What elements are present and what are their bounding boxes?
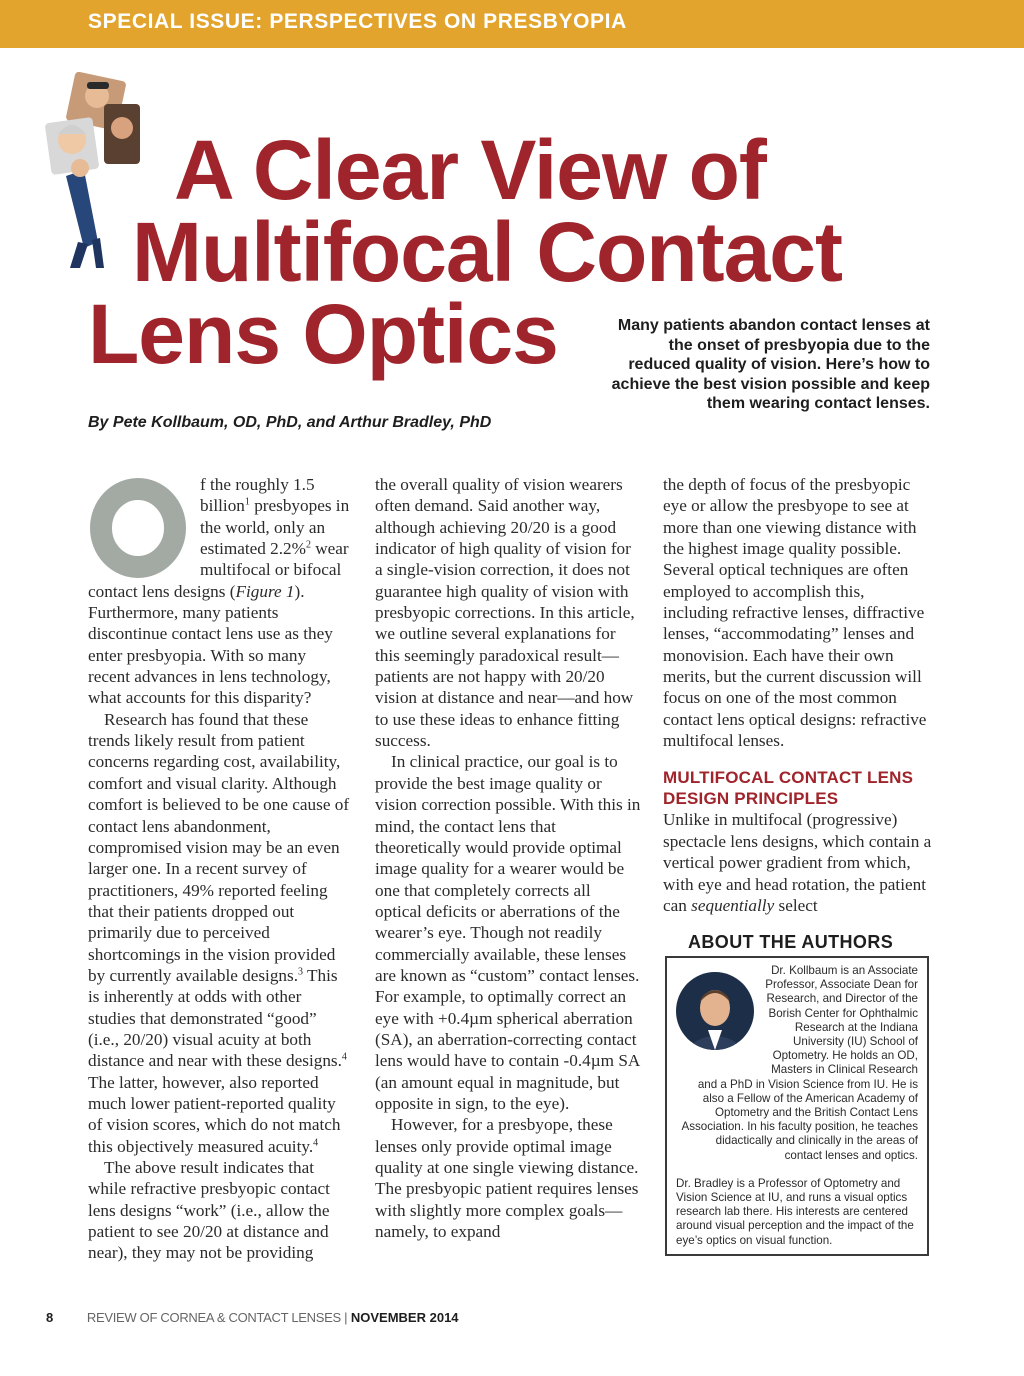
paragraph: the depth of focus of the presbyopic eye or allow the presbyope to see at more than one viewing distance with the highest image quality possible. Several optical techniques are often employed to accomplish this, including refractive lenses, diffractive lenses, “accommodating” lenses and monovision. Each have their own merits, but the current discussion will focus on one of the most common contact lens optical designs: refractive multifocal lenses.: [663, 475, 927, 751]
dropcap-letter: [88, 478, 188, 578]
banner-text: SPECIAL ISSUE: PERSPECTIVES ON PRESBYOPIA: [88, 10, 627, 33]
body-column-2: [375, 474, 641, 1242]
author-bio-kollbaum-cont: and a PhD in Vision Science from IU. He is also a Fellow of the American Academy of Optometry and the British Contact Lens Association. In his faculty position, he teaches didactically and clinically in the areas of contact lenses and optics.: [681, 1077, 918, 1162]
article-deck: Many patients abandon contact lenses at the onset of presbyopia due to the reduced quality of vision. Here’s how to achieve the best vision possible and keep them wearing contact lenses.: [611, 317, 930, 413]
section-heading: MULTIFOCAL CONTACT LENS DESIGN PRINCIPLES: [663, 768, 914, 809]
page-number: 8: [46, 1310, 54, 1325]
body-column-1: [88, 474, 350, 1264]
article-title-line-2: Multifocal Contact: [132, 205, 842, 299]
issue-date: NOVEMBER 2014: [350, 1310, 459, 1325]
paragraph: the overall quality of vision wearers often demand. Said another way, although achieving 20/20 is a good indicator of high quality of vision for a single-vision correction, it does not guarantee high quality of vision with presbyopic corrections. In this article, we outline several explanations for this seemingly paradoxical result—patients are not happy with 20/20 vision at distance and near—and how to use these ideas to enhance fitting success.: [375, 475, 635, 751]
paragraph: f the roughly 1.5 billion$^1$ presbyopes in the world, only an estimated 2.2%$^2$ wear multifocal or bifocal contact lens designs (Figure 1). Furthermore, many patients discontinue contact lens use as they enter presbyopia. With so many recent advances in lens technology, what accounts for this disparity?: [88, 475, 350, 708]
authors-heading: ABOUT THE AUTHORS: [688, 932, 894, 952]
publication-name: REVIEW OF CORNEA & CONTACT LENSES |: [86, 1310, 348, 1325]
byline: By Pete Kollbaum, OD, PhD, and Arthur Bradley, PhD: [88, 414, 492, 431]
paragraph: Research has found that these trends likely result from patient concerns regarding cost, availability, comfort and visual clarity. Although comfort is believed to be one cause of contact lens abandonment, compromised vision may be an even larger one. In a recent survey of practitioners, 49% reported feeling that their patients dropped out primarily due to perceived shortcomings in the vision provided by currently available designs.$^3$ This is inherently at odds with other studies that demonstrated “good” (i.e., 20/20) visual acuity at both distance and near with these designs.$^4$ The latter, however, also reported much lower patient-reported quality of vision scores, which do not match this objectively measured acuity.$^4$: [88, 709, 350, 1156]
body-column-3: [663, 474, 933, 916]
article-title-line-1: A Clear View of: [174, 123, 766, 217]
issue-banner: [0, 0, 1024, 48]
authors-box: [665, 956, 929, 1256]
author-portrait: [676, 972, 754, 1050]
author-bio-kollbaum: Dr. Kollbaum is an Associate Professor, Associate Dean for Research, and Director of the Borish Center for Ophthalmic Research at the Indiana University (IU) School of Optometry. He holds an OD, Masters in Clinical Research: [765, 964, 918, 1077]
paragraph: Unlike in multifocal (progressive) spectacle lens designs, which contain a vertical power gradient from which, with eye and head rotation, the patient can sequentially select: [663, 810, 932, 915]
article-title-line-3: Lens Optics: [88, 287, 558, 381]
paragraph: The above result indicates that while refractive presbyopic contact lens designs “work” (i.e., allow the patient to see 20/20 at distance and near), they may not be providing: [88, 1158, 330, 1263]
paragraph: However, for a presbyope, these lenses only provide optimal image quality at one single viewing distance. The presbyopic patient requires lenses with slightly more complex goals—namely, to expand: [375, 1115, 639, 1242]
author-bio-bradley: Dr. Bradley is a Professor of Optometry and Vision Science at IU, and runs a visual optics research lab there. His interests are centered around visual perception and the impact of the eye’s optics on visual function.: [676, 1176, 914, 1247]
page-footer: [46, 1310, 459, 1325]
paragraph: In clinical practice, our goal is to provide the best image quality or vision correction possible. With this in mind, the contact lens that theoretically would provide optimal image quality for a wearer would be one that completely corrects all optical deficits or aberrations of the wearer’s eye. Though not readily commercially available, these lenses are known as “custom” contact lenses. For example, to optimally correct an eye with +0.4µm spherical aberration (SA), an aberration-correcting contact lens would have to contain -0.4µm SA (an amount equal in magnitude, but opposite in sign, to the eye).: [375, 752, 641, 1113]
